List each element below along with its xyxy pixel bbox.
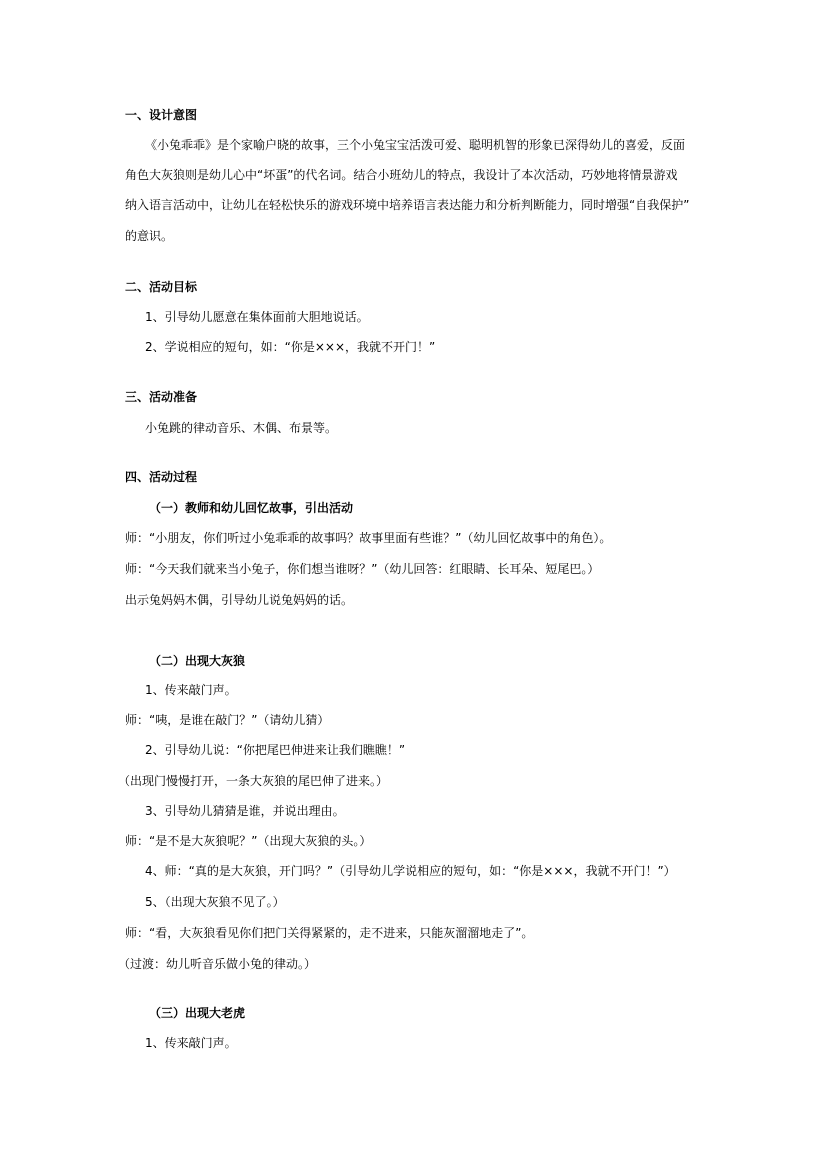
paragraph-line: （过渡：幼儿听音乐做小兔的律动。） bbox=[118, 957, 317, 971]
section-heading-design-intent: 一、设计意图 bbox=[125, 108, 198, 122]
paragraph-line: 师：“看，大灰狼看见你们把门关得紧紧的，走不进来，只能灰溜溜地走了”。 bbox=[125, 926, 534, 940]
subsection-title: （三）出现大老虎 bbox=[149, 1006, 246, 1020]
section-heading-preparation: 三、活动准备 bbox=[125, 390, 198, 404]
paragraph-line: 《小兔乖乖》是个家喻户晓的故事，三个小兔宝宝活泼可爱、聪明机智的形象已深得幼儿的喜爱，反面 bbox=[145, 138, 686, 152]
subsection-title: （二）出现大灰狼 bbox=[149, 654, 246, 668]
paragraph-line: 4、师：“真的是大灰狼，开门吗？”（引导幼儿学说相应的短句，如：“你是×××，我就不开门！”） bbox=[145, 864, 676, 878]
paragraph-line: 师：“今天我们就来当小兔子，你们想当谁呀？”（幼儿回答：红眼睛、长耳朵、短尾巴。） bbox=[125, 562, 600, 576]
section-heading-process: 四、活动过程 bbox=[125, 470, 198, 484]
section-heading-goals: 二、活动目标 bbox=[125, 280, 198, 294]
paragraph-line: （出现门慢慢打开，一条大灰狼的尾巴伸了进来。） bbox=[118, 774, 389, 788]
paragraph-line: 1、传来敲门声。 bbox=[145, 1036, 237, 1050]
paragraph-line: 2、引导幼儿说：“你把尾巴伸进来让我们瞧瞧！” bbox=[145, 743, 406, 757]
list-item: 2、学说相应的短句，如：“你是×××，我就不开门！” bbox=[145, 340, 436, 354]
paragraph-line: 师：“咦，是谁在敲门？”（请幼儿猜） bbox=[125, 713, 330, 727]
paragraph-line: 3、引导幼儿猜猜是谁，并说出理由。 bbox=[145, 804, 345, 818]
paragraph-line: 纳入语言活动中，让幼儿在轻松快乐的游戏环境中培养语言表达能力和分析判断能力，同时增强“自我保护” bbox=[125, 198, 690, 212]
paragraph-line: 小兔跳的律动音乐、木偶、布景等。 bbox=[145, 421, 338, 435]
paragraph-line: 的意识。 bbox=[125, 229, 174, 243]
paragraph-line: 1、传来敲门声。 bbox=[145, 683, 237, 697]
list-item: 1、引导幼儿愿意在集体面前大胆地说话。 bbox=[145, 310, 369, 324]
paragraph-line: 师：“是不是大灰狼呢？”（出现大灰狼的头。） bbox=[125, 834, 372, 848]
paragraph-line: 角色大灰狼则是幼儿心中“坏蛋”的代名词。结合小班幼儿的特点，我设计了本次活动，巧妙地将情景游戏 bbox=[125, 168, 678, 182]
subsection-title: （一）教师和幼儿回忆故事，引出活动 bbox=[149, 501, 354, 515]
paragraph-line: 师：“小朋友，你们听过小兔乖乖的故事吗？故事里面有些谁？”（幼儿回忆故事中的角色）。 bbox=[125, 531, 612, 545]
paragraph-line: 5、（出现大灰狼不见了。） bbox=[145, 895, 285, 909]
paragraph-line: 出示兔妈妈木偶，引导幼儿说兔妈妈的话。 bbox=[125, 593, 354, 607]
